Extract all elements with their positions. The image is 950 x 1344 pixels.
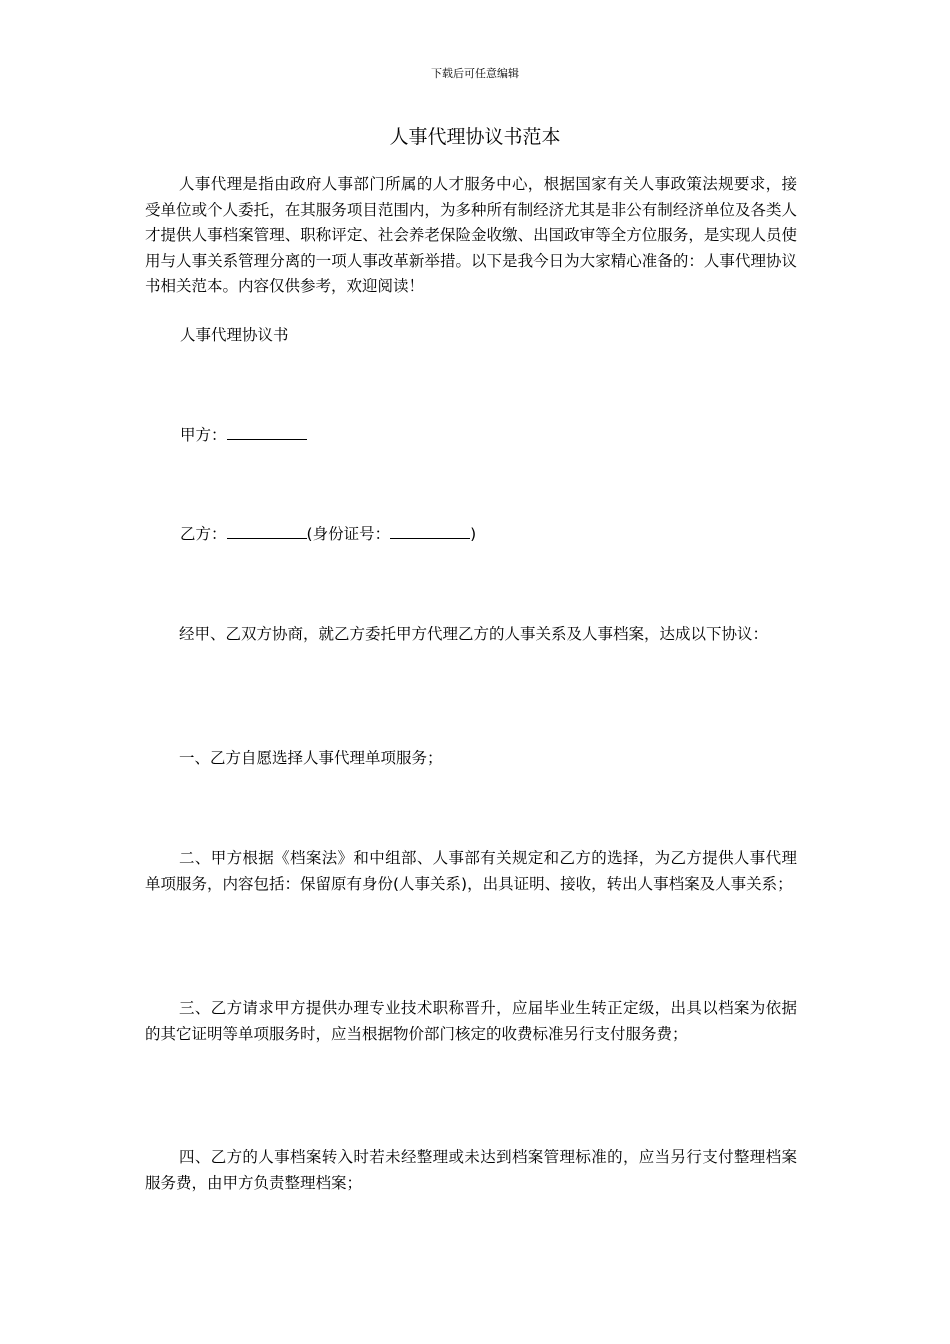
- party-a-line: [180, 423, 307, 449]
- party-b-id-blank: [390, 523, 470, 539]
- agreement-subtitle: 人事代理协议书: [180, 326, 289, 344]
- party-b-id-close: ): [470, 525, 477, 543]
- intro-paragraph: 人事代理是指由政府人事部门所属的人才服务中心，根据国家有关人事政策法规要求，接受单位或个人委托，在其服务项目范围内，为多种所有制经济尤其是非公有制经济单位及各类人才提供人事档案管理、职称评定、社会养老保险金收缴、出国政审等全方位服务，是实现人员使用与人事关系管理分离的一项人事改革新举措。以下是我今日为大家精心准备的：人事代理协议书相关范本。内容仅供参考，欢迎阅读！: [145, 175, 797, 295]
- party-b-label: 乙方：: [180, 525, 227, 543]
- party-a-label: 甲方：: [180, 426, 227, 444]
- clause-2: 二、甲方根据《档案法》和中组部、人事部有关规定和乙方的选择，为乙方提供人事代理单项服务，内容包括：保留原有身份(人事关系)，出具证明、接收，转出人事档案及人事关系；: [145, 849, 797, 893]
- preamble-paragraph: 经甲、乙双方协商，就乙方委托甲方代理乙方的人事关系及人事档案，达成以下协议：: [179, 625, 769, 643]
- party-b-name-blank: [227, 523, 307, 539]
- party-b-line: [180, 522, 476, 548]
- party-a-blank: [227, 424, 307, 440]
- document-title: 人事代理协议书范本: [389, 126, 561, 148]
- clause-4: 四、乙方的人事档案转入时若未经整理或未达到档案管理标准的，应当另行支付整理档案服务费，由甲方负责整理档案；: [145, 1148, 797, 1192]
- party-b-id-open: (身份证号：: [306, 525, 391, 543]
- clause-3: 三、乙方请求甲方提供办理专业技术职称晋升，应届毕业生转正定级，出具以档案为依据的其它证明等单项服务时，应当根据物价部门核定的收费标准另行支付服务费；: [145, 999, 797, 1043]
- clause-1: 一、乙方自愿选择人事代理单项服务；: [179, 749, 443, 767]
- header-note: 下载后可任意编辑: [431, 67, 519, 80]
